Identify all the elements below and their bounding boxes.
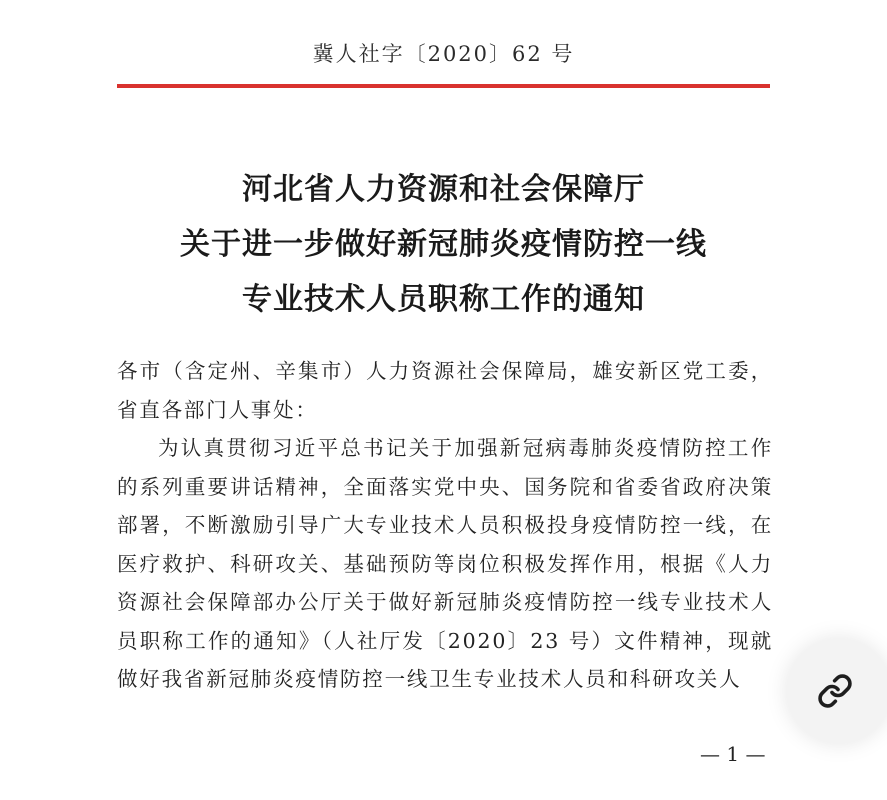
document-title bbox=[0, 162, 887, 327]
red-divider-line bbox=[117, 84, 770, 88]
link-icon bbox=[817, 673, 853, 709]
salutation: 各市（含定州、辛集市）人力资源社会保障局，雄安新区党工委，省直各部门人事处： bbox=[117, 359, 773, 422]
copy-link-button[interactable] bbox=[786, 638, 887, 744]
page-number: — 1 — bbox=[700, 742, 766, 766]
document-body bbox=[117, 352, 773, 699]
document-number: 冀人社字〔2020〕62 号 bbox=[312, 42, 575, 66]
body-paragraph: 为认真贯彻习近平总书记关于加强新冠病毒肺炎疫情防控工作的系列重要讲话精神，全面落实党中央、国务院和省委省政府决策部署，不断激励引导广大专业技术人员积极投身疫情防控一线，在医疗救护、科研攻关、基础预防等岗位积极发挥作用，根据《人力资源社会保障部办公厅关于做好新冠肺炎疫情防控一线专业技术人员职称工作的通知》（人社厅发〔2020〕23 号）文件精神，现就做好我省新冠肺炎疫情防控一线卫生专业技术人员和科研攻关人 bbox=[117, 436, 773, 691]
title-line-2: 关于进一步做好新冠肺炎疫情防控一线 bbox=[180, 227, 707, 262]
title-line-3: 专业技术人员职称工作的通知 bbox=[242, 282, 645, 317]
title-line-1: 河北省人力资源和社会保障厅 bbox=[242, 172, 645, 207]
